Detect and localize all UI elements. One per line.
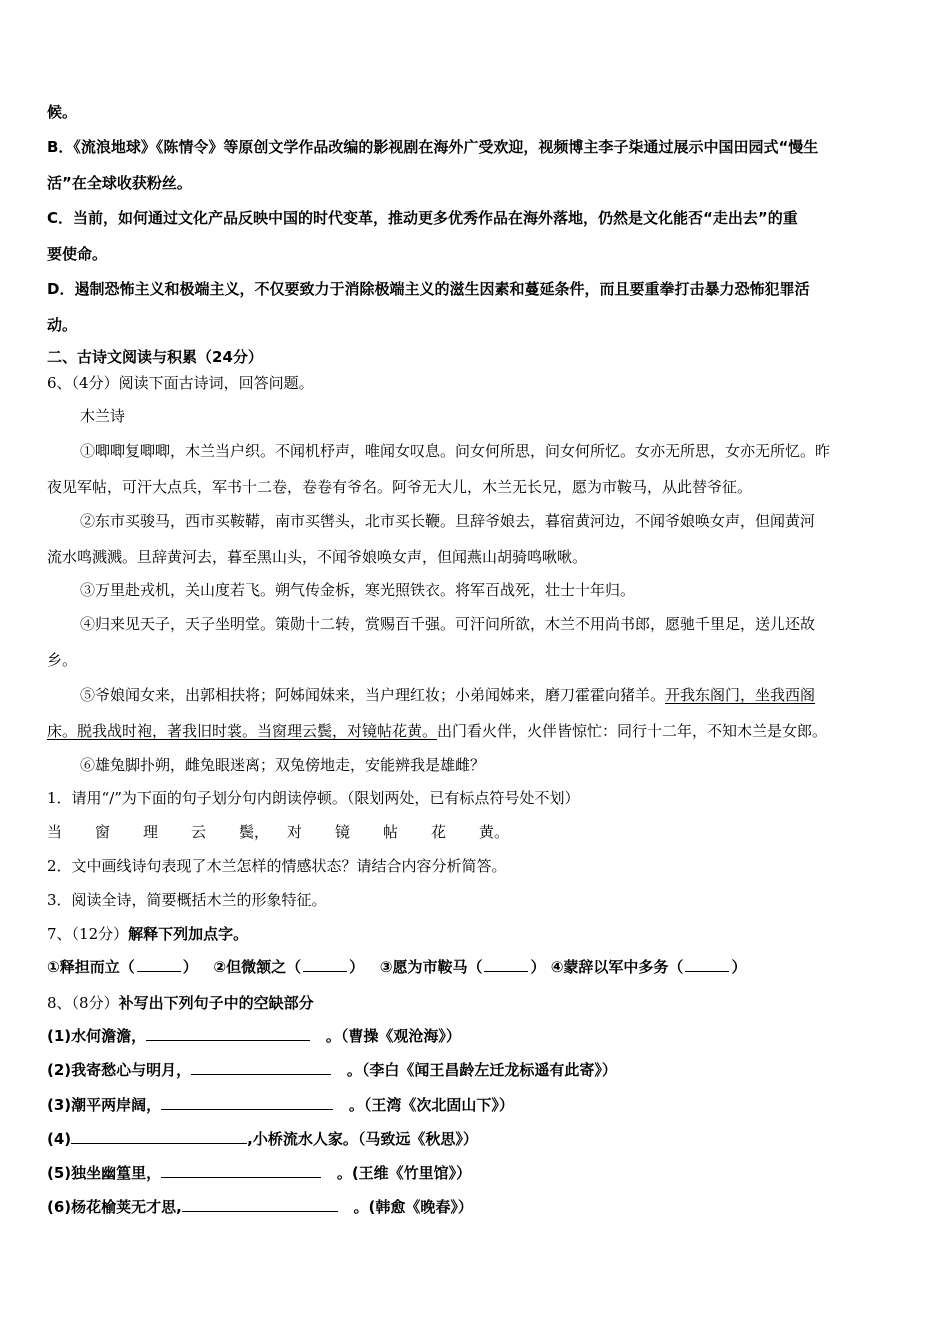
q8-line-5: (5)独坐幽篁里， 。(王维《竹里馆》） bbox=[47, 1164, 472, 1182]
poem-stanza-5-text-end: 出门看火伴，火伴皆惊忙：同行十二年，不知木兰是女郎。 bbox=[437, 722, 828, 740]
poem-title: 木兰诗 bbox=[80, 407, 126, 425]
q7-item-3: ③愿为市鞍马（ bbox=[379, 958, 483, 976]
poem-stanza-5-cont bbox=[47, 721, 827, 741]
q6-stem: 6、（4分）阅读下面古诗词，回答问题。 bbox=[47, 374, 314, 392]
q8-instruction: 补写出下列句子中的空缺部分 bbox=[118, 994, 314, 1012]
option-d-line2: 动。 bbox=[47, 316, 78, 334]
fill-blank[interactable] bbox=[146, 1026, 310, 1041]
pause-char: 黄。 bbox=[479, 823, 510, 841]
q8-line-3: (3)潮平两岸阔， 。（王湾《次北固山下》） bbox=[47, 1096, 514, 1114]
poem-stanza-5 bbox=[80, 685, 815, 705]
q7-items: ①释担而立（ ） ②但微颔之（ ） ③愿为市鞍马（ ） ④蒙辞以军中多务（ ） bbox=[47, 958, 747, 976]
q8-line-2: (2)我寄愁心与明月， 。（李白《闻王昌龄左迁龙标遥有此寄》） bbox=[47, 1061, 617, 1079]
poem-stanza-3: ③万里赴戎机，关山度若飞。朔气传金柝，寒光照铁衣。将军百战死，壮士十年归。 bbox=[80, 581, 636, 599]
q7-instruction: 解释下列加点字。 bbox=[128, 925, 249, 943]
option-c-line2: 要使命。 bbox=[47, 245, 108, 263]
pause-char: 鬓， bbox=[239, 823, 270, 841]
pause-char: 帖 bbox=[383, 823, 399, 841]
poem-stanza-2-cont: 流水鸣溅溅。旦辞黄河去，暮至黑山头，不闻爷娘唤女声，但闻燕山胡骑鸣啾啾。 bbox=[47, 548, 588, 566]
underlined-verse: 开我东阁门，坐我西阁 bbox=[665, 686, 816, 704]
fill-blank[interactable] bbox=[191, 1060, 331, 1075]
poem-stanza-1-cont: 夜见军帖，可汗大点兵，军书十二卷，卷卷有爷名。阿爷无大儿，木兰无长兄，愿为市鞍马，从此替爷征。 bbox=[47, 478, 753, 496]
q6-sub1: 1．请用“/”为下面的句子划分句内朗读停顿。（限划两处，已有标点符号处不划） bbox=[47, 789, 580, 807]
q7-stem bbox=[47, 924, 248, 944]
q8-line-1: (1)水何澹澹， 。（曹操《观沧海》） bbox=[47, 1027, 461, 1045]
pause-sentence bbox=[47, 822, 527, 842]
fill-blank[interactable] bbox=[182, 1197, 338, 1212]
option-d-line1: D．遏制恐怖主义和极端主义，不仅要致力于消除极端主义的滋生因素和蔓延条件，而且要重拳打击暴力恐怖犯罪活 bbox=[47, 280, 810, 298]
poem-stanza-2: ②东市买骏马，西市买鞍鞯，南市买辔头，北市买长鞭。旦辞爷娘去，暮宿黄河边，不闻爷娘唤女声，但闻黄河 bbox=[80, 512, 816, 530]
answer-blank[interactable] bbox=[137, 957, 181, 972]
option-b-line2: 活”在全球收获粉丝。 bbox=[47, 174, 192, 192]
pause-char: 窗 bbox=[95, 823, 111, 841]
poem-stanza-5-text: ⑤爷娘闻女来，出郭相扶将；阿姊闻妹来，当户理红妆；小弟闻姊来，磨刀霍霍向猪羊。 bbox=[80, 686, 666, 704]
option-c-line1: C．当前，如何通过文化产品反映中国的时代变革，推动更多优秀作品在海外落地，仍然是文化能否“走出去”的重 bbox=[47, 209, 798, 227]
option-b-line1: B．《流浪地球》《陈情令》等原创文学作品改编的影视剧在海外广受欢迎，视频博主李子柒通过展示中国田园式“慢生 bbox=[47, 138, 819, 156]
q7-item-2: ②但微颔之（ bbox=[213, 958, 302, 976]
answer-blank[interactable] bbox=[484, 957, 528, 972]
answer-blank[interactable] bbox=[303, 957, 347, 972]
pause-char: 云 bbox=[191, 823, 207, 841]
q6-sub2: 2．文中画线诗句表现了木兰怎样的情感状态？请结合内容分析简答。 bbox=[47, 857, 507, 875]
q6-sub3: 3．阅读全诗，简要概括木兰的形象特征。 bbox=[47, 891, 327, 909]
poem-stanza-1: ①唧唧复唧唧，木兰当户织。不闻机杼声，唯闻女叹息。问女何所思，问女何所忆。女亦无所思，女亦无所忆。昨 bbox=[80, 442, 831, 460]
fill-blank[interactable] bbox=[71, 1129, 247, 1144]
q7-item-4: ④蒙辞以军中多务（ bbox=[550, 958, 684, 976]
poem-stanza-4-cont: 乡。 bbox=[47, 651, 78, 669]
underlined-verse-cont: 床。脱我战时袍，著我旧时裳。当窗理云鬓，对镜帖花黄。 bbox=[47, 722, 438, 740]
q8-line-6: (6)杨花榆荚无才思, 。(韩愈《晚春》） bbox=[47, 1198, 473, 1216]
q7-item-1: ①释担而立（ bbox=[47, 958, 135, 976]
pause-char: 花 bbox=[431, 823, 447, 841]
fill-blank[interactable] bbox=[161, 1095, 333, 1110]
q8-stem bbox=[47, 993, 314, 1013]
q7-number: 7、（12分） bbox=[47, 925, 129, 943]
pause-char: 镜 bbox=[335, 823, 351, 841]
q8-number: 8、（8分） bbox=[47, 994, 119, 1012]
fill-blank[interactable] bbox=[161, 1163, 321, 1178]
option-a-tail: 候。 bbox=[47, 103, 78, 121]
pause-char: 当 bbox=[47, 823, 63, 841]
poem-stanza-4: ④归来见天子，天子坐明堂。策勋十二转，赏赐百千强。可汗问所欲，木兰不用尚书郎，愿驰千里足，送儿还故 bbox=[80, 615, 816, 633]
pause-char: 理 bbox=[143, 823, 159, 841]
section-heading: 二、古诗文阅读与积累（24分） bbox=[47, 348, 263, 366]
poem-stanza-6: ⑥雄兔脚扑朔，雌兔眼迷离；双兔傍地走，安能辨我是雄雌？ bbox=[80, 756, 486, 774]
pause-char: 对 bbox=[287, 823, 303, 841]
answer-blank[interactable] bbox=[685, 957, 729, 972]
q8-line-4: (4) ,小桥流水人家。（马致远《秋思》） bbox=[47, 1130, 478, 1148]
